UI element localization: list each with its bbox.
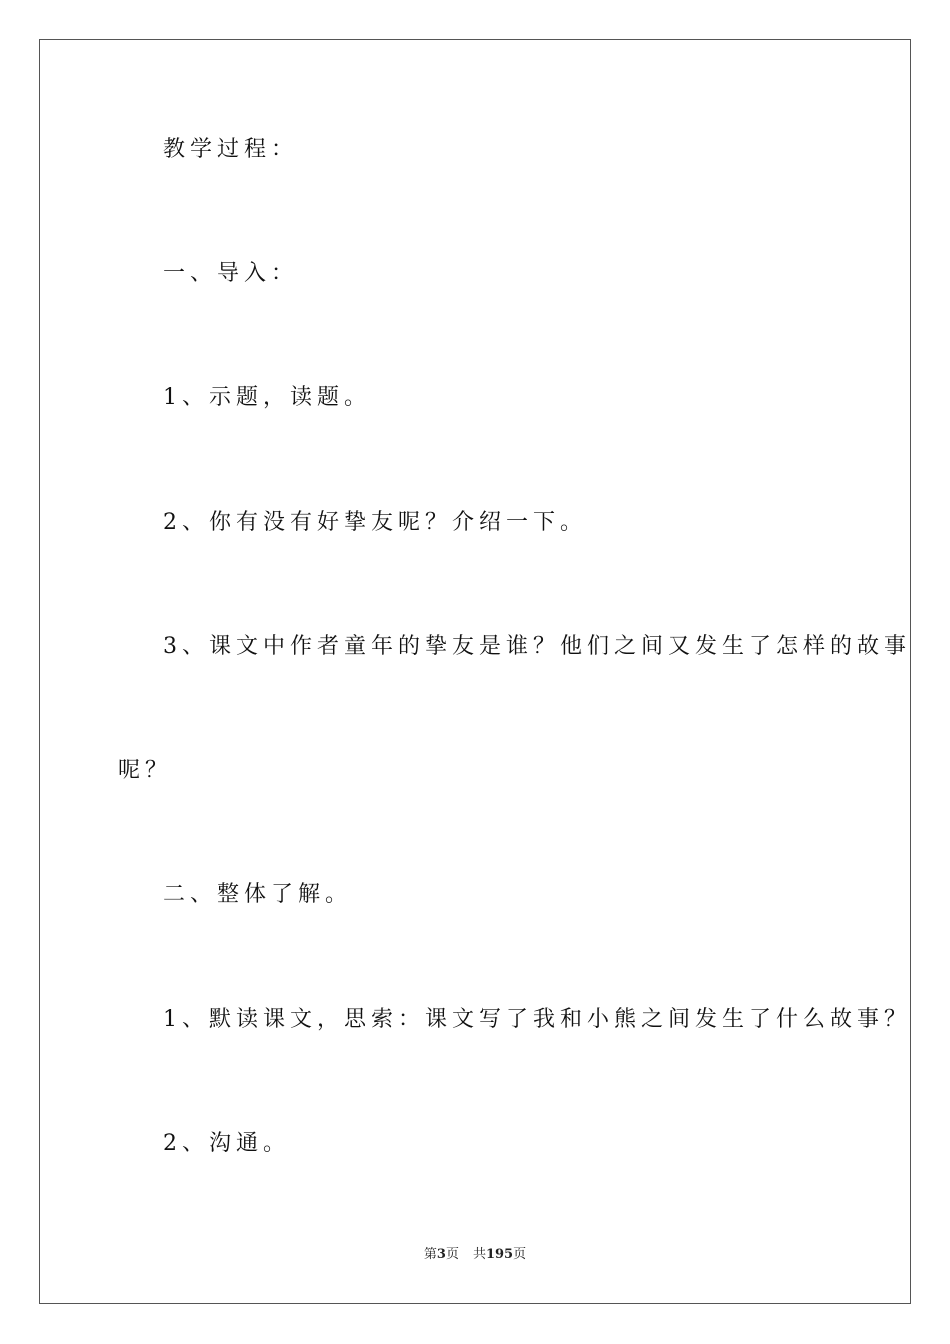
paragraph-continuation: 呢？ [118,758,173,783]
paragraph-item: 1、示题，读题。 [163,385,371,410]
total-prefix: 共 [472,1247,486,1262]
section-heading-introduction: 一、导入： [163,261,299,286]
paragraph-item: 1、默读课文，思索：课文写了我和小熊之间发生了什么故事？ [163,1007,911,1032]
section-heading-teaching-process: 教学过程： [163,137,299,162]
paragraph-item: 2、沟通。 [163,1131,290,1156]
section-heading-overall-understanding: 二、整体了解。 [163,882,353,907]
page-number: 3 [436,1247,446,1262]
page-prefix: 第 [423,1247,437,1262]
page-suffix: 页 [445,1247,459,1262]
total-suffix: 页 [513,1247,527,1262]
page-footer [0,1246,950,1264]
page-border [39,39,911,1304]
total-pages: 195 [485,1247,514,1262]
paragraph-item: 3、课文中作者童年的挚友是谁？他们之间又发生了怎样的故事 [163,634,911,659]
paragraph-item: 2、你有没有好挚友呢？介绍一下。 [163,510,587,535]
